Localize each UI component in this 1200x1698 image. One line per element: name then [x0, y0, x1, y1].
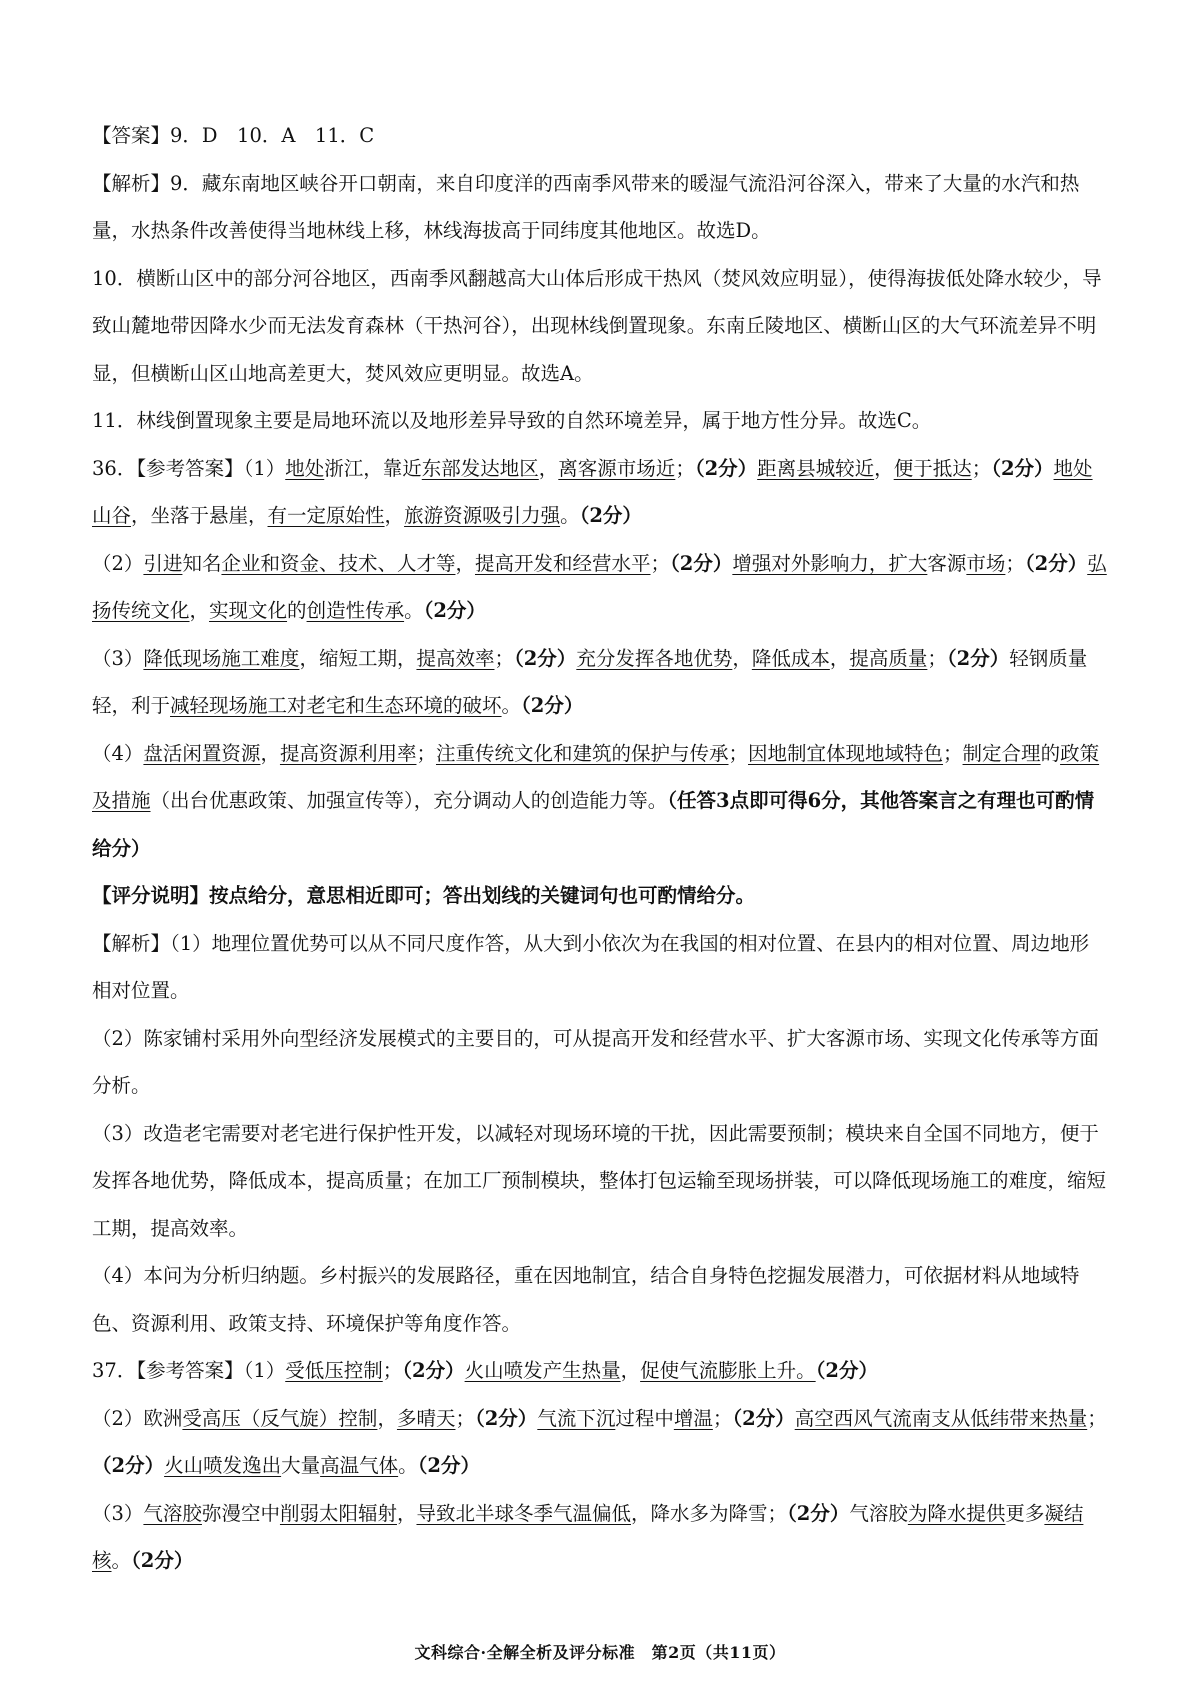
- text-run: ，: [189, 599, 210, 622]
- text-run: ，降水多为降雪；: [631, 1501, 788, 1525]
- underlined-key-phrase: 注重传统文化和建筑的保护与传承: [435, 741, 729, 765]
- text-run: 37．【参考答案】（1）: [92, 1359, 286, 1382]
- text-run: ；: [455, 1406, 475, 1430]
- score-note: （2分）: [521, 694, 584, 717]
- text-run: 的: [287, 599, 307, 622]
- underlined-key-phrase: 增强对外影响力，扩大: [732, 551, 928, 575]
- score-note: （2分）: [670, 551, 733, 575]
- text-run: ；: [943, 741, 963, 765]
- underlined-key-phrase: 受低压控制: [285, 1359, 383, 1382]
- underlined-key-phrase: 增温: [673, 1406, 713, 1430]
- text-run: ，: [260, 741, 280, 765]
- text-run: ，: [874, 456, 894, 480]
- underlined-key-phrase: 提高资源利用率: [279, 741, 417, 765]
- score-note: （2分）: [732, 1406, 795, 1430]
- underlined-key-phrase: 气流下沉: [537, 1406, 616, 1430]
- underlined-key-phrase: 提高开发和经营水平: [474, 551, 651, 575]
- text-run: ；: [650, 551, 671, 575]
- underlined-key-phrase: 地处: [285, 456, 325, 480]
- underlined-key-phrase: 火山喷发逸出: [164, 1454, 282, 1477]
- paragraph: [92, 160, 1108, 255]
- text-run: ；: [728, 741, 749, 765]
- text-run: ，: [384, 504, 405, 527]
- underlined-key-phrase: 引进: [143, 551, 183, 575]
- underlined-key-phrase: 削弱太阳辐射: [279, 1501, 397, 1525]
- score-note: （2分）: [579, 504, 642, 527]
- score-note: （任答3点即可得6分，其他答案言之有理也可酌情给分）: [92, 789, 1095, 860]
- text-run: 。: [501, 694, 522, 717]
- score-note: （2分）: [991, 456, 1054, 480]
- score-note: （2分）: [513, 646, 577, 670]
- text-run: 浙江，靠近: [324, 456, 422, 480]
- underlined-key-phrase: 降低成本: [751, 646, 830, 670]
- underlined-key-phrase: 制定合理: [962, 741, 1041, 765]
- text-run: （2）欧洲: [92, 1406, 183, 1430]
- underlined-key-phrase: 旅游资源吸引力强: [404, 504, 561, 527]
- text-run: 气溶胶: [849, 1501, 908, 1525]
- underlined-key-phrase: 东部发达地区: [421, 456, 539, 480]
- text-run: （出台优惠政策、加强宣传等），充分调动人的创造能力等。: [150, 789, 668, 812]
- text-run: （2）: [92, 551, 144, 575]
- underlined-key-phrase: 导致北半球冬季气温偏低: [416, 1501, 631, 1525]
- text-run: ；: [971, 456, 992, 480]
- score-note: （2分）: [815, 1359, 878, 1382]
- text-run: 弥漫空中: [201, 1501, 280, 1525]
- score-note: （2分）: [946, 646, 1010, 670]
- paragraph: [92, 1015, 1108, 1110]
- underlined-key-phrase: 提高效率: [416, 646, 495, 670]
- paragraph: [92, 920, 1108, 1015]
- paragraph: [92, 1110, 1108, 1253]
- text-run: （3）: [92, 646, 144, 670]
- underlined-key-phrase: 提高质量: [849, 646, 928, 670]
- text-run: ，: [455, 551, 475, 575]
- text-run: 。: [111, 1549, 132, 1572]
- text-run: （2）陈家铺村采用外向型经济发展模式的主要目的，可从提高开发和经营水平、扩大客源市场、实现文化传承等方面分析。: [92, 1026, 1099, 1097]
- underlined-key-phrase: 促使气流膨胀上升。: [640, 1359, 816, 1382]
- text-run: 【解析】9．藏东南地区峡谷开口朝南，来自印度洋的西南季风带来的暖湿气流沿河谷深入，带来了大量的水汽和热量，水热条件改善使得当地林线上移，林线海拔高于同纬度其他地区。故选D。: [92, 171, 1080, 242]
- score-note: （2分）: [694, 456, 758, 480]
- text-run: （4）: [92, 741, 144, 765]
- score-note: （2分）: [1024, 551, 1088, 575]
- paragraph: [92, 445, 1108, 540]
- text-run: ；: [927, 646, 947, 670]
- score-note: （2分）: [417, 1454, 480, 1477]
- text-run: ；: [494, 646, 514, 670]
- text-run: 更多: [1005, 1501, 1045, 1525]
- underlined-key-phrase: 地处山谷: [92, 456, 1093, 527]
- paragraph: [92, 730, 1108, 873]
- underlined-key-phrase: 企业和资金、技术、人才等: [221, 551, 456, 575]
- paragraph: [92, 635, 1108, 730]
- underlined-key-phrase: 充分发挥各地优势: [576, 646, 733, 670]
- page-footer: 文科综合·全解全析及评分标准 第2页（共11页）: [414, 1643, 786, 1662]
- text-run: 。: [404, 599, 424, 622]
- underlined-key-phrase: 便于抵达: [893, 456, 972, 480]
- underlined-key-phrase: 距离县城较近: [757, 456, 875, 480]
- text-run: ，缩短工期，: [299, 646, 417, 670]
- underlined-key-phrase: 多晴天: [396, 1406, 456, 1430]
- paragraph: [92, 1490, 1108, 1585]
- text-run: ，: [396, 1501, 417, 1525]
- text-run: 知名: [182, 551, 222, 575]
- text-run: 【解析】（1）地理位置优势可以从不同尺度作答，从大到小依次为在我国的相对位置、在县内的相对位置、周边地形相对位置。: [92, 931, 1090, 1002]
- paragraph: [92, 255, 1108, 398]
- underlined-key-phrase: 离客源市场近: [558, 456, 676, 480]
- text-run: 10．横断山区中的部分河谷地区，西南季风翻越高大山体后形成干热风（焚风效应明显），使得海拔低处降水较少，导致山麓地带因降水少而无法发育森林（干热河谷），出现林线倒置现象。东南丘陵地区、横断山区的大气环流差异不明显，但横断山区山地高差更大，焚风效应更明显。故选A。: [92, 266, 1102, 385]
- underlined-key-phrase: 因地制宜体现地域特色: [748, 741, 944, 765]
- text-run: ；: [382, 1359, 403, 1382]
- text-run: 客源: [927, 551, 967, 575]
- score-note: （2分）: [92, 1454, 165, 1477]
- text-run: ；: [1087, 1406, 1107, 1430]
- underlined-key-phrase: 实现文化: [209, 599, 288, 622]
- text-run: （3）: [92, 1501, 144, 1525]
- text-run: ；: [675, 456, 695, 480]
- underlined-key-phrase: 受高压（反气旋）控制: [182, 1406, 378, 1430]
- score-note: 【评分说明】按点给分，意思相近即可；答出划线的关键词句也可酌情给分。: [92, 884, 756, 907]
- score-note: （2分）: [423, 599, 486, 622]
- text-run: ；: [712, 1406, 733, 1430]
- score-note: （2分）: [787, 1501, 850, 1525]
- score-note: （2分）: [131, 1549, 194, 1572]
- underlined-key-phrase: 降低现场施工难度: [143, 646, 300, 670]
- underlined-key-phrase: 高温气体: [320, 1454, 399, 1477]
- score-note: （2分）: [402, 1359, 465, 1382]
- paragraph: [92, 397, 1108, 445]
- text-run: 过程中: [615, 1406, 674, 1430]
- text-run: 轻钢质量轻，利于: [92, 646, 1088, 717]
- underlined-key-phrase: 减轻现场施工对老宅和生态环境的破坏: [170, 694, 502, 717]
- underlined-key-phrase: 高空西风气流南支从低纬带来热量: [794, 1406, 1088, 1430]
- underlined-key-phrase: 气溶胶: [143, 1501, 202, 1525]
- text-run: ，: [377, 1406, 397, 1430]
- paragraph: [92, 1395, 1108, 1490]
- score-note: （2分）: [474, 1406, 538, 1430]
- text-run: 11．林线倒置现象主要是局地环流以及地形差异导致的自然环境差异，属于地方性分异。故选C。: [92, 409, 932, 432]
- text-run: ，: [620, 1359, 641, 1382]
- text-run: ；: [416, 741, 436, 765]
- text-run: 。: [560, 504, 580, 527]
- text-run: （3）改造老宅需要对老宅进行保护性开发，以减轻对现场环境的干扰，因此需要预制；模块来自全国不同地方，便于发挥各地优势，降低成本，提高质量；在加工厂预制模块，整体打包运输至现场拼装，可以降低现场施工的难度，缩短工期，提高效率。: [92, 1121, 1107, 1240]
- text-run: （4）本问为分析归纳题。乡村振兴的发展路径，重在因地制宜，结合自身特色挖掘发展潜力，可依据材料从地域特色、资源利用、政策支持、环境保护等角度作答。: [92, 1264, 1080, 1335]
- answer-explanation-body: [92, 112, 1108, 1585]
- paragraph: [92, 1252, 1108, 1347]
- text-run: ，: [538, 456, 559, 480]
- text-run: ；: [1005, 551, 1025, 575]
- text-run: ，: [829, 646, 850, 670]
- underlined-key-phrase: 为降水提供: [907, 1501, 1006, 1525]
- text-run: 【答案】9．D 10．A 11．C: [92, 124, 375, 147]
- underlined-key-phrase: 火山喷发产生热量: [464, 1359, 621, 1382]
- underlined-key-phrase: 盘活闲置资源: [143, 741, 261, 765]
- text-run: 大量: [281, 1454, 321, 1477]
- paragraph: [92, 540, 1108, 635]
- underlined-key-phrase: 创造性传承: [306, 599, 405, 622]
- text-run: 的: [1040, 741, 1061, 765]
- underlined-key-phrase: 有一定原始性: [267, 504, 385, 527]
- text-run: 。: [398, 1454, 418, 1477]
- text-run: ，: [732, 646, 752, 670]
- paragraph: [92, 872, 1108, 920]
- underlined-key-phrase: 凝结核: [92, 1501, 1084, 1572]
- text-run: ，坐落于悬崖，: [131, 504, 268, 527]
- underlined-key-phrase: 政策及措施: [92, 741, 1100, 812]
- paragraph: [92, 1347, 1108, 1395]
- underlined-key-phrase: 弘扬传统文化: [92, 551, 1107, 622]
- paragraph: [92, 112, 1108, 160]
- underlined-key-phrase: 市场: [966, 551, 1006, 575]
- text-run: 36．【参考答案】（1）: [92, 456, 286, 480]
